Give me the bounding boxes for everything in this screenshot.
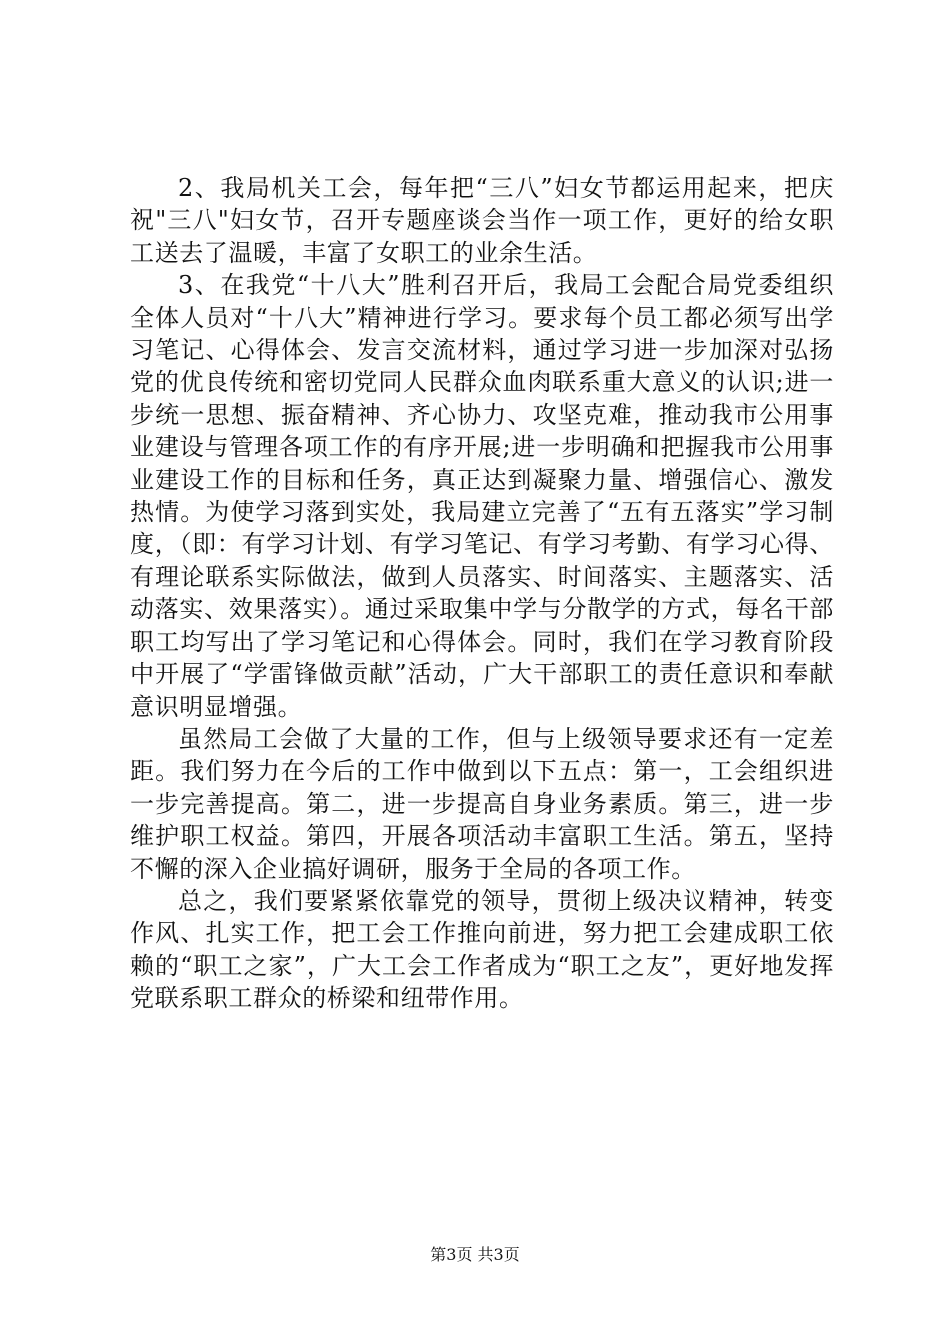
paragraph-women-day: 2、我局机关工会，每年把“三八”妇女节都运用起来，把庆祝"三八"妇女节，召开专题座谈会当作一项工作，更好的给女职工送去了温暖，丰富了女职工的业余生活。 xyxy=(130,174,834,267)
paragraph-eighteenth-congress-study: 3、在我党“十八大”胜利召开后，我局工会配合局党委组织全体人员对“十八大”精神进行学习。要求每个员工都必须写出学习笔记、心得体会、发言交流材料，通过学习进一步加深对弘扬党的优良传统和密切党同人民群众血肉联系重大意义的认识;进一步统一思想、振奋精神、齐心协力、攻坚克难，推动我市公用事业建设与管理各项工作的有序开展;进一步明确和把握我市公用事业建设工作的目标和任务，真正达到凝聚力量、增强信心、激发热情。为使学习落到实处，我局建立完善了“五有五落实”学习制度，（即：有学习计划、有学习笔记、有学习考勤、有学习心得、有理论联系实际做法，做到人员落实、时间落实、主题落实、活动落实、效果落实）。通过采取集中学与分散学的方式，每名干部职工均写出了学习笔记和心得体会。同时，我们在学习教育阶段中开展了“学雷锋做贡献”活动，广大干部职工的责任意识和奉献意识明显增强。 xyxy=(130,271,834,721)
paragraph-future-goals: 虽然局工会做了大量的工作，但与上级领导要求还有一定差距。我们努力在今后的工作中做到以下五点：第一，工会组织进一步完善提高。第二，进一步提高自身业务素质。第三，进一步维护职工权益。第四，开展各项活动丰富职工生活。第五，坚持不懈的深入企业搞好调研，服务于全局的各项工作。 xyxy=(130,724,834,883)
page-number-footer: 第3页 共3页 xyxy=(430,1245,520,1264)
paragraph-conclusion: 总之，我们要紧紧依靠党的领导，贯彻上级决议精神，转变作风、扎实工作，把工会工作推向前进，努力把工会建成职工依赖的“职工之家”，广大工会工作者成为“职工之友”，更好地发挥党联系职工群众的桥梁和纽带作用。 xyxy=(130,886,834,1013)
document-body xyxy=(130,172,834,1015)
